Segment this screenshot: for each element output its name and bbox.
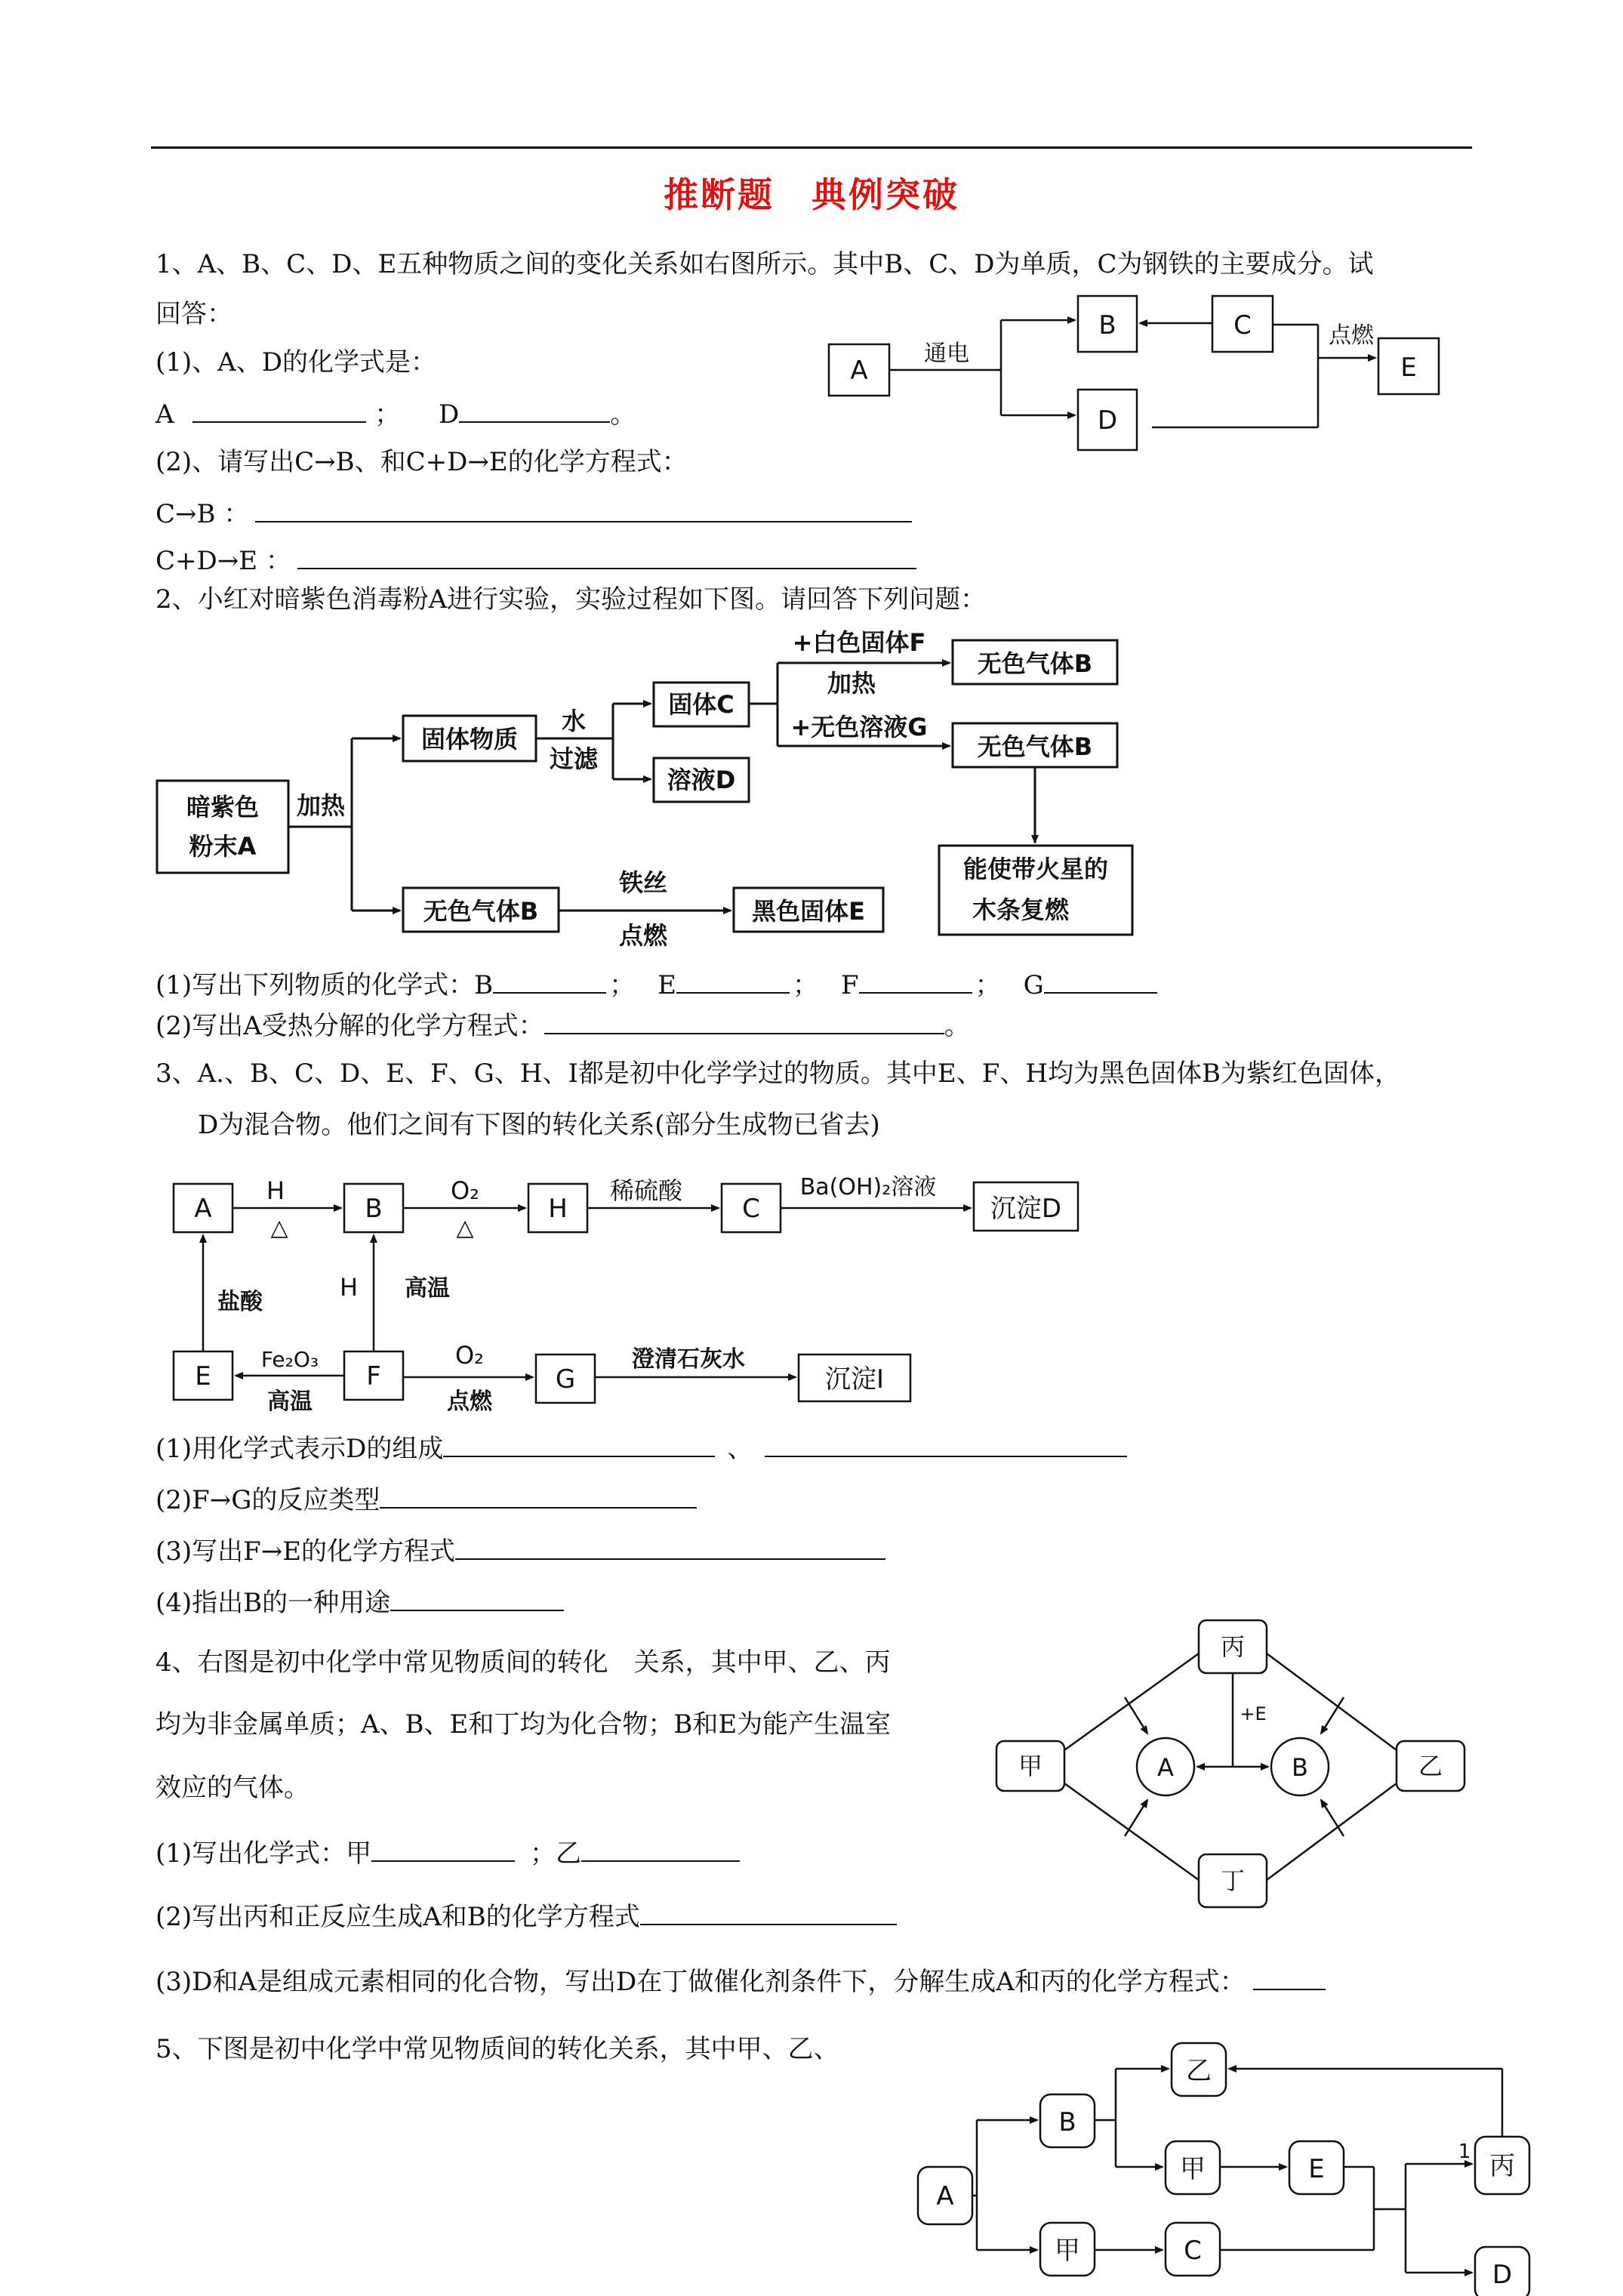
q4-node-yi: 乙 xyxy=(1418,1752,1443,1780)
q2-sep3: ； xyxy=(975,970,1001,1000)
q1-text-line1: 1、A、B、C、D、E五种物质之间的变化关系如右图所示。其中B、C、D为单质，C为钢铁的主要成分。试 xyxy=(156,249,1374,279)
q1-eq2 xyxy=(156,545,916,576)
q3-p3-label: (3)写出F→E的化学方程式 xyxy=(156,1536,456,1567)
q2-sep1: ； xyxy=(609,970,636,1000)
q5-node-jia: 甲 xyxy=(1180,2154,1206,2184)
q1-eq1-label: C→B ： xyxy=(156,499,250,529)
q5-node-yi: 乙 xyxy=(1186,2056,1212,2086)
q1-eq2-blank[interactable] xyxy=(297,545,916,569)
q3-label-o2-1: O₂ xyxy=(450,1176,480,1205)
q2-node-solid-c: 固体C xyxy=(668,690,735,719)
q4-part2 xyxy=(156,1901,897,1932)
q5-node-c: C xyxy=(1184,2236,1202,2266)
q3-p4-label: (4)指出B的一种用途 xyxy=(156,1588,391,1618)
q4-node-a: A xyxy=(1157,1753,1174,1782)
q3-node-c: C xyxy=(742,1194,760,1224)
q4-text-line3: 效应的气体。 xyxy=(156,1773,310,1803)
q3-p1-label: (1)用化学式表示D的组成 xyxy=(156,1434,444,1464)
q4-p2-label: (2)写出丙和正反应生成A和B的化学方程式 xyxy=(156,1902,640,1932)
q4-node-jia: 甲 xyxy=(1018,1752,1043,1780)
q5-node-e: E xyxy=(1308,2154,1325,2184)
q3-node-a: A xyxy=(194,1194,212,1224)
q3-p1-sep: 、 xyxy=(727,1434,753,1464)
page-title: 推断题 典例突破 xyxy=(664,174,959,215)
q3-node-f: F xyxy=(366,1361,381,1391)
q1-eq1 xyxy=(156,498,912,529)
header-rule xyxy=(151,146,1472,149)
q2-label-f: F xyxy=(840,970,859,1000)
q3-blank-type[interactable] xyxy=(380,1484,697,1509)
q3-label-hcl: 盐酸 xyxy=(217,1289,263,1315)
q1-label-electrolysis: 通电 xyxy=(924,341,969,367)
q4-part3 xyxy=(156,1966,1326,1997)
q3-label-fe2o3: Fe₂O₃ xyxy=(260,1347,319,1372)
q4-text-line2: 均为非金属单质；A、B、E和丁均为化合物；B和E为能产生温室 xyxy=(156,1709,892,1740)
q3-label-h2: H xyxy=(339,1273,359,1302)
q4-node-bing: 丙 xyxy=(1220,1632,1246,1661)
q2-label-plus-g: +无色溶液G xyxy=(790,713,928,741)
q4-text-line1: 4、右图是初中化学中常见物质间的转化 关系，其中甲、乙、丙 xyxy=(156,1647,891,1678)
q1-label-d: D xyxy=(439,399,460,430)
q1-node-c: C xyxy=(1233,310,1252,341)
q5-node-jia2: 甲 xyxy=(1055,2236,1080,2266)
q5-node-b: B xyxy=(1058,2107,1076,2137)
q3-node-e: E xyxy=(195,1361,211,1391)
q1-node-a: A xyxy=(850,356,868,386)
q2-blank-g[interactable] xyxy=(1044,969,1157,994)
q5-node-bing: 丙 xyxy=(1489,2151,1515,2181)
q3-label-h: H xyxy=(266,1176,285,1205)
q3-part1 xyxy=(156,1433,1127,1464)
q1-part1: (1)、A、D的化学式是： xyxy=(156,347,436,378)
q4-node-b: B xyxy=(1292,1753,1308,1782)
q2-label-ignite: 点燃 xyxy=(618,921,668,950)
q2-node-solid: 固体物质 xyxy=(420,725,519,754)
q3-node-g: G xyxy=(555,1364,576,1395)
q1-end: 。 xyxy=(610,399,636,430)
q1-sep: ； xyxy=(374,399,401,430)
q1-blank-a[interactable] xyxy=(192,399,366,423)
q2-label-plus-f: +白色固体F xyxy=(792,628,926,657)
q1-label-a: A xyxy=(156,399,174,430)
q3-blank-eq[interactable] xyxy=(455,1536,885,1560)
q2-label-filter: 过滤 xyxy=(549,744,599,773)
q4-blank-yi[interactable] xyxy=(581,1838,740,1862)
q3-label-delta-1: △ xyxy=(270,1215,288,1241)
q2-label-g: G xyxy=(1023,970,1044,1000)
q3-part2 xyxy=(156,1484,697,1515)
q2-node-solution-d: 溶液D xyxy=(667,766,736,794)
q3-label-high-temp2: 高温 xyxy=(267,1388,313,1415)
q3-p2-label: (2)F→G的反应类型 xyxy=(156,1485,380,1515)
q3-node-i: 沉淀I xyxy=(824,1364,885,1395)
q3-text-line2: D为混合物。他们之间有下图的转化关系(部分生成物已省去) xyxy=(198,1110,880,1140)
q1-part2: (2)、请写出C→B、和C+D→E的化学方程式： xyxy=(156,447,688,477)
q5-node-d: D xyxy=(1492,2260,1513,2290)
q2-label-heat2: 加热 xyxy=(827,669,876,698)
q3-label-o2-2: O₂ xyxy=(454,1341,485,1370)
q4-label-plus-e: +E xyxy=(1240,1703,1267,1724)
q2-node-start-l1: 暗紫色 xyxy=(186,793,260,821)
q2-text: 2、小红对暗紫色消毒粉A进行实验，实验过程如下图。请回答下列问题： xyxy=(156,584,987,615)
q2-node-gas-b-2: 无色气体B xyxy=(977,732,1093,761)
q3-part4 xyxy=(156,1587,564,1618)
q2-label-iron: 铁丝 xyxy=(618,868,668,897)
q5-node-a: A xyxy=(936,2181,954,2211)
q2-node-gas-b-1: 无色气体B xyxy=(977,649,1093,678)
q2-label-water: 水 xyxy=(561,707,587,735)
q2-node-start-l2: 粉末A xyxy=(189,832,257,861)
q3-blank-use[interactable] xyxy=(390,1587,564,1611)
q2-p2-end: 。 xyxy=(944,1011,970,1041)
q2-sep2: ； xyxy=(792,970,818,1000)
q1-eq2-label: C+D→E ： xyxy=(156,546,291,576)
q4-p3-label: (3)D和A是组成元素相同的化合物，写出D在丁做催化剂条件下，分解生成A和丙的化学方程式： xyxy=(156,1967,1246,1997)
q4-p1-sep: ；乙 xyxy=(530,1838,582,1869)
q2-p1-label: (1)写出下列物质的化学式：B xyxy=(156,970,494,1000)
q1-eq1-blank[interactable] xyxy=(255,498,912,522)
q2-blank-eq[interactable] xyxy=(544,1010,944,1034)
q2-node-black-e: 黑色固体E xyxy=(752,897,865,926)
q2-blank-b[interactable] xyxy=(493,969,606,994)
q3-node-d: 沉淀D xyxy=(990,1194,1062,1224)
q2-node-relight-l2: 木条复燃 xyxy=(972,895,1070,924)
q3-label-high-temp: 高温 xyxy=(405,1275,450,1302)
q1-node-b: B xyxy=(1098,310,1116,341)
q5-label-one: 1 xyxy=(1458,2140,1471,2163)
q3-blank-d2[interactable] xyxy=(765,1433,1127,1457)
q1-node-d: D xyxy=(1097,405,1118,436)
q3-label-acid: 稀硫酸 xyxy=(609,1176,683,1205)
q2-label-e: E xyxy=(658,970,676,1000)
q2-p2-label: (2)写出A受热分解的化学方程式： xyxy=(156,1011,544,1041)
q4-blank-jia[interactable] xyxy=(371,1838,515,1862)
q1-text-line2: 回答： xyxy=(156,299,233,329)
q2-blank-f[interactable] xyxy=(859,969,972,994)
q1-blank-d[interactable] xyxy=(459,399,610,423)
q1-label-ignite: 点燃 xyxy=(1329,322,1374,349)
q4-blank-eq2[interactable] xyxy=(1253,1966,1326,1990)
q2-node-relight-l1: 能使带火星的 xyxy=(962,855,1109,883)
q2-label-heat: 加热 xyxy=(296,791,346,820)
q4-blank-eq[interactable] xyxy=(640,1901,897,1925)
q3-label-delta-2: △ xyxy=(456,1215,474,1241)
q3-part3 xyxy=(156,1536,885,1567)
q2-part1 xyxy=(156,969,1157,1000)
q3-node-b: B xyxy=(365,1194,383,1224)
q3-text-line1: 3、A.、B、C、D、E、F、G、H、I都是初中化学学过的物质。其中E、F、H均为黑色固体B为紫红色固体， xyxy=(156,1059,1400,1089)
q3-label-baoh: Ba(OH)₂溶液 xyxy=(799,1174,937,1200)
q4-node-ding: 丁 xyxy=(1220,1866,1246,1895)
q4-p1-label: (1)写出化学式：甲 xyxy=(156,1838,372,1869)
q3-label-ignite: 点燃 xyxy=(447,1388,492,1415)
q2-part2 xyxy=(156,1010,970,1041)
q4-part1 xyxy=(156,1838,740,1869)
q3-node-h: H xyxy=(548,1194,568,1224)
q2-blank-e[interactable] xyxy=(676,969,790,994)
q3-label-limewater: 澄清石灰水 xyxy=(632,1346,745,1373)
q2-node-gas-b-3: 无色气体B xyxy=(423,897,539,926)
q5-text: 5、下图是初中化学中常见物质间的转化关系，其中甲、乙、 xyxy=(156,2034,839,2064)
q1-node-e: E xyxy=(1400,353,1417,383)
q3-blank-d1[interactable] xyxy=(443,1433,715,1457)
q1-part1-answers xyxy=(156,399,636,430)
